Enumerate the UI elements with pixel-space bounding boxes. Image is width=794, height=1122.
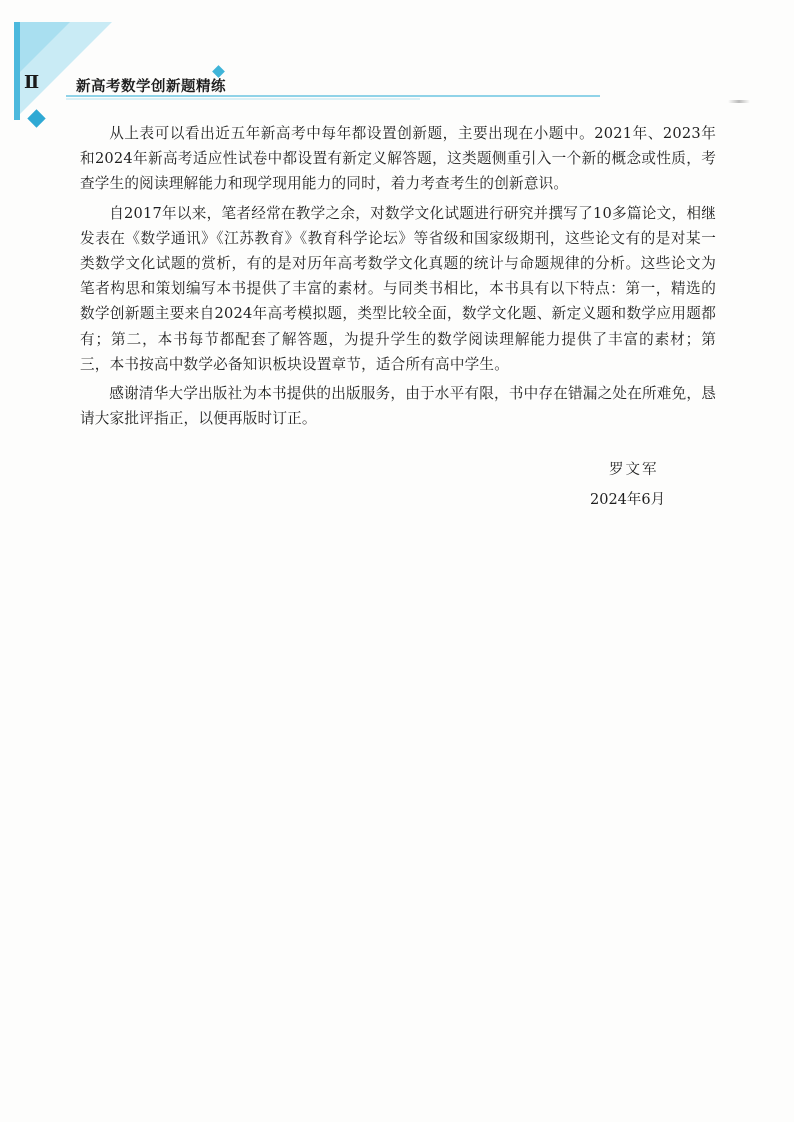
paragraph-3: 感谢清华大学出版社为本书提供的出版服务，由于水平有限，书中存在错漏之处在所难免，恳请大家批评指正，以便再版时订正。: [80, 385, 716, 428]
scan-mark: [728, 100, 750, 103]
corner-diamond: [27, 109, 45, 127]
date-text: 2024年6月: [590, 492, 666, 508]
book-title: 新高考数学创新题精练: [76, 79, 226, 95]
page-number: Ⅱ: [24, 72, 39, 93]
author-name: 罗文军: [609, 462, 659, 478]
paragraph-1: 从上表可以看出近五年新高考中每年都设置创新题，主要出现在小题中。2021年、2023年和2024年新高考适应性试卷中都设置有新定义解答题，这类题侧重引入一个新的概念或性质，考查学生的阅读理解能力和现学现用能力的同时，着力考查考生的创新意识。: [80, 125, 716, 193]
header-left-strip: [14, 22, 20, 120]
header-decoration: [0, 0, 794, 140]
body-text: [80, 121, 716, 431]
paragraph-2: 自2017年以来，笔者经常在教学之余，对数学文化试题进行研究并撰写了10多篇论文，相继发表在《数学通讯》《江苏教育》《教育科学论坛》等省级和国家级期刊，这些论文有的是对某一类数学文化试题的赏析，有的是对历年高考数学文化真题的统计与命题规律的分析。这些论文为笔者构思和策划编写本书提供了丰富的素材。与同类书相比，本书具有以下特点：第一，精选的数学创新题主要来自2024年高考模拟题，类型比较全面，数学文化题、新定义题和数学应用题都有；第二，本书每节都配套了解答题，为提升学生的数学阅读理解能力提供了丰富的素材；第三，本书按高中数学必备知识板块设置章节，适合所有高中学生。: [80, 204, 716, 373]
